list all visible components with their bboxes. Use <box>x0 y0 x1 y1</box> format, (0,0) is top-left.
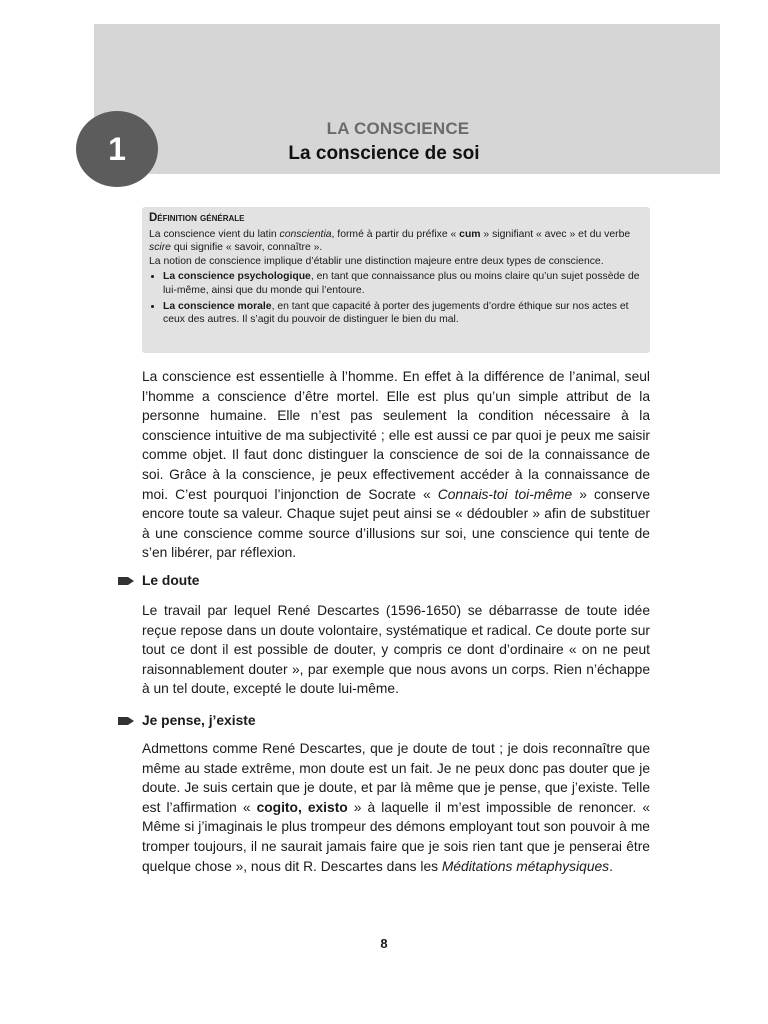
chapter-number: 1 <box>108 130 126 167</box>
arrow-bullet-icon <box>118 576 134 586</box>
definition-box <box>142 207 650 353</box>
section-heading-je-pense <box>118 713 256 728</box>
section-heading-doute <box>118 573 200 588</box>
section-heading-label: Le doute <box>142 573 200 588</box>
definition-list <box>149 270 642 326</box>
page-number: 8 <box>380 936 388 951</box>
intro-paragraph: La conscience est essentielle à l’homme. En effet à la différence de l’animal, seul l’homme a conscience d’être mortel. Elle est plus qu’un simple attribut de la personne humaine. Elle n’est pas seulement la condition nécessaire à la conscience intuitive de ma subjectivité ; elle est aussi ce par quoi je peux me saisir comme objet. Il faut donc distinguer la conscience de soi de la connaissance de soi. Grâce à la conscience, je peux effectivement accéder à la connaissance de moi. C’est pourquoi l’injonction de Socrate « Connais-toi toi-même » conserve encore toute sa valeur. Chaque sujet peut ainsi se « dédoubler » afin de substituer à une conscience comme source d’illusions sur soi, une conscience qui tente de s’en libérer, par réflexion. <box>142 369 650 561</box>
chapter-title: La conscience de soi <box>288 143 480 164</box>
arrow-bullet-icon <box>118 716 134 726</box>
definition-paragraph-2: La notion de conscience implique d’établir une distinction majeure entre deux types de conscience. <box>149 255 604 267</box>
definition-item-psychologique: • La conscience psychologique, en tant que connaissance plus ou moins claire qu’un sujet possède de lui-même, ainsi que du monde qui l’entoure. <box>163 270 642 297</box>
section-heading-label: Je pense, j’existe <box>142 713 256 728</box>
section-body-je-pense: Admettons comme René Descartes, que je doute de tout ; je dois reconnaître que même au stade extrême, mon doute est un fait. Je ne peux donc pas douter que je doute. Je suis certain que je doute, et par là même que je pense, que j’existe. Telle est l’affirmation « cogito, existo » à laquelle il m’est impossible de renoncer. « Même si j’imaginais le plus trompeur des démons employant tout son pouvoir à me tromper toujours, il ne saurait jamais faire que je sois rien tant que je penserai être quelque chose », nous dit R. Descartes dans les Méditations métaphysiques. <box>142 741 650 874</box>
section-body-doute: Le travail par lequel René Descartes (1596-1650) se débarrasse de toute idée reçue repose dans un doute volontaire, systématique et radical. Ce doute porte sur tout ce dont il est possible de douter, y compris ce dont d’ordinaire « on ne peut raisonnablement douter », par exemple que nous avons un corps. Rien n’échappe à un tel doute, excepté le doute lui-même. <box>142 603 650 697</box>
definition-item-morale: • La conscience morale, en tant que capacité à porter des jugements d’ordre éthique sur nos actes et ceux des autres. Il s’agit du pouvoir de distinguer le bien du mal. <box>163 300 642 327</box>
definition-paragraph-1: La conscience vient du latin conscientia, formé à partir du préfixe « cum » signifiant « avec » et du verbe scire qui signifie « savoir, connaître ». <box>149 228 631 254</box>
chapter-theme: LA CONSCIENCE <box>326 119 470 138</box>
definition-title: Définition générale <box>149 212 245 224</box>
chapter-number-badge <box>76 111 158 187</box>
